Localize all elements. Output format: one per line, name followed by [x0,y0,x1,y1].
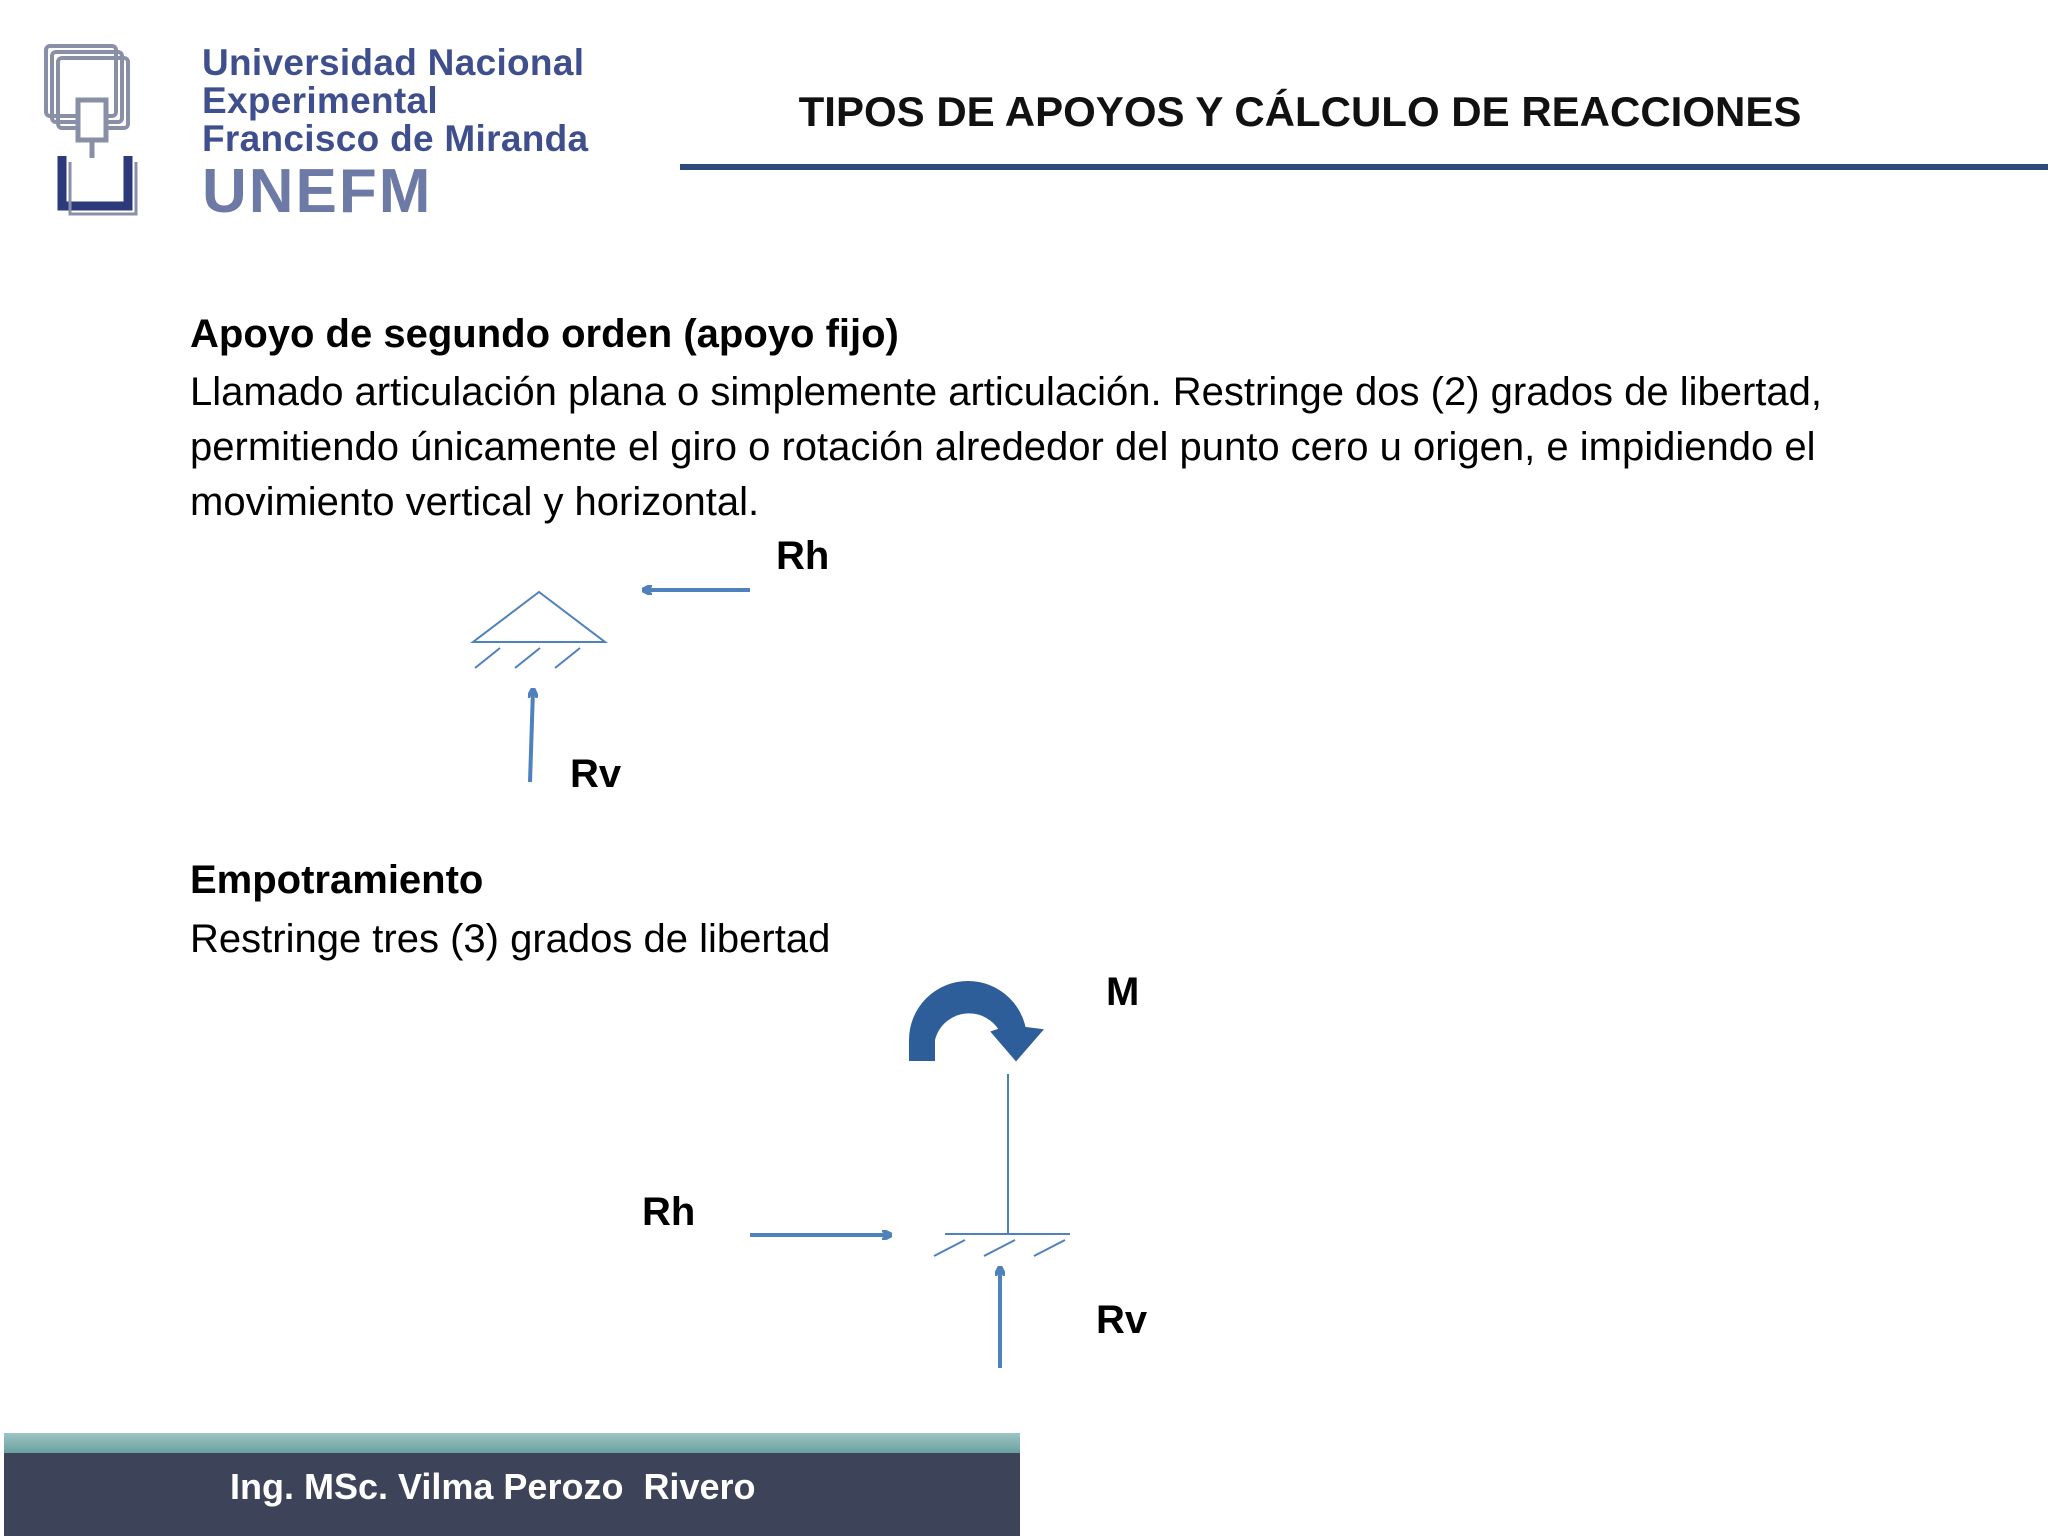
logo-line-3: Francisco de Miranda [202,118,589,159]
pin-rv-label: Rv [570,752,622,796]
pin-triangle [473,592,605,642]
section1-body: Llamado articulación plana o simplemente articulación. Restringe dos (2) grados de libertad, permitiendo únicamente el giro o rotación alrededor del punto cero u origen, e impidiendo el movimiento vertical y horizontal. [190,370,1822,524]
section2-heading: Empotramiento [190,858,484,902]
logo-acronym: UNEFM [202,157,433,226]
fixed-rv-label: Rv [1096,1298,1148,1342]
moment-arrow [910,982,1042,1060]
fixed-support-diagram [750,982,1070,1368]
section1-heading: Apoyo de segundo orden (apoyo fijo) [190,312,899,356]
fixed-moment-label: M [1106,970,1140,1014]
footer-author: Ing. MSc. Vilma Perozo Rivero [230,1466,756,1507]
fixed-rh-label: Rh [642,1190,696,1234]
fixed-ground-hatch [934,1240,1065,1256]
logo-line-1: Universidad Nacional [202,42,585,83]
section2-body: Restringe tres (3) grados de libertad [190,917,831,961]
footer-accent-band [4,1433,1020,1453]
slide-title: TIPOS DE APOYOS Y CÁLCULO DE REACCIONES [798,88,1802,135]
pin-rv-arrow [530,690,533,782]
logo-line-2: Experimental [202,80,438,121]
pin-rh-label: Rh [776,534,830,578]
pin-ground-hatch [475,648,580,668]
